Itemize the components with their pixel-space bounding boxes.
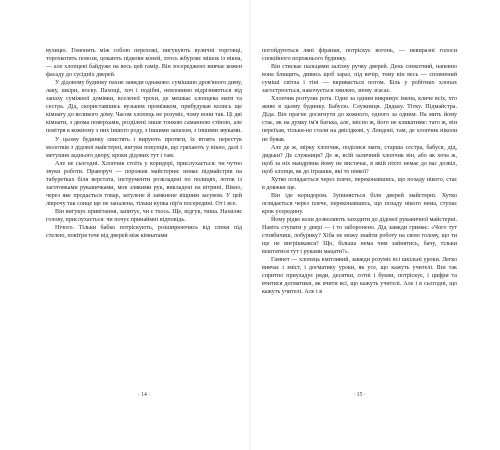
paragraph: У дідовому будинку пахне завжди однаково: сумішшю дров'яного диму, лаку, шкіри, воску. Пахощі, хоч і подібні, невловимо відрізняються від запаху суміжної домівки, вселеної трохи, де мешкає хлопцева мати та сестра. Дід, скориставшись вузьким проміжком, прибудував колись ще кімнату до великого дому. Часом хлопець не розуміє, чому вони так. Ці дві кімнати, з двома поверхами, розділені лише тонкою саманною стіною, але повітря в кожному з них іншого роду, з іншими запахом, з іншими звуками. bbox=[46, 80, 242, 135]
paragraph: Хутко оглядається через плече, переконавшись, що позаду нікого, стає в довжки ще. bbox=[262, 176, 457, 191]
page-number-left: · 14 · bbox=[137, 392, 151, 398]
paragraph: Він вигукує привітання, запитує, чи є тхось. Ще, відгук, тиша. Нахиляє голову, прислухається: чи почує принаймні відповідь. bbox=[46, 208, 242, 223]
paragraph: Він іде коридором. Зупиняється біля дверей майстерні. Хутко оглядається через плече, переконавшись, що позаду нікого нема, ступає крок усередину. bbox=[262, 192, 457, 215]
paragraph: Гамнет — хлопець кмітливий, завжди розуміє всі шкільні уроки. Легко вивчає і зміст, і догматику уроки, як усе, що кажуть учителі. Він так спритно приуладує ряди, десятки, сотні і букви, потріскує, і цифри та вчитися догматики, як вчити всі, що кажуть учителі. Але і в сьогодні, що кажуть учителі. Але і в bbox=[262, 257, 457, 296]
right-page-text bbox=[262, 47, 457, 296]
paragraph: Але де ж, мірку хлопчик, поділися мати, старша сестра, бабуся, дід, дядьки? Де служниця? Де ж, всій заличний хлопчик він, або як хоча ж, щоб за ніх мандрівна йому не вистачає, в якій ніхто немає до вас дозвіл, щоб хлопця, як до іграшки, які то ніякої? bbox=[262, 144, 457, 175]
right-page bbox=[250, 0, 500, 450]
paragraph: Хлопчик розтуляє рота. Одне за одним викрикує імена, кличе всіх, хто живе в цьому будинку. Бабусю. Служниця. Дядьку. Тітку. Підмайстра. Діда. Він прагне досягнути до кожного, одного за одним. На мить йому стає, як на думку ім'я батька, але, звісно ж, його не кликатиме: тато ж, він переїхав, тільки-но стали на двісідкові, у Лондоні, там, де хлопчик ніколи не бував. bbox=[262, 96, 457, 143]
paragraph: У цьому будинку свистять і вирують протяги, їх втоять перестук молотків з дідової майстерні, вигуки покупців, що гряхають у вікно, далі і метушня заднього двору, кроки дідових тут і там. bbox=[46, 136, 242, 159]
paragraph: Йому рідко коли дозволяють заходити до дідової рукавичної майстерні. Навіть ступати у двері — і то заборонено. Дід завжди гримає: «Чого тут стовбичиш, лобурику? Хіба не можу знайти роботу на свою голову, що ти ще не вигрішкався? Що, більша нема чим зайнятись, бачу, тільки вештатися тут і руками мацати?». bbox=[262, 216, 457, 256]
page-number-right: · 15 · bbox=[353, 392, 366, 398]
left-page-text bbox=[46, 47, 242, 240]
paragraph: Але не сьогодні. Хлопчик стоїть у коридорі, прислухається: чи чутно звуки роботи. Праворуч — порожня майстерня: немає підмайстрів на табуретках біля верстата, інструменти розкладені по полицях, лоток із заготовками рукавичками, мов злякими рук, викладені на вітрині. Вікно, через яке продається товар, затулене й замкнене віщним засувом. У цей ліврочу так сонце ще не запалена, тільки купка пір'я посередині. От і все. bbox=[46, 160, 242, 207]
paragraph: погойдуються ляні фіранки, потріскує вогонь, — невиразні голоси спокійного порожнього будинку. bbox=[262, 48, 457, 63]
paragraph: вулицю. Гомонять між собою перехожі, вигукують вуличні торговці, торохкотять повози, цокають підкови коней, хтось жбурляє мішок із вікна, — але хлопцеві байдуже на весь цей гамір. Він зосереджено вивчає кожен фасаду до сусідніх дверей. bbox=[46, 48, 242, 79]
paragraph: Він стискає пальцями залізну ручку дверей. День спекотний, напевно вона блищить, дивись щоб зараз, під вечір, тому він весь — сповнений суміші світла і тіні — вкривається потом. Біль у робітних хлопах загострюється, накочується хвилею, знову згасає. bbox=[262, 64, 457, 95]
paragraph: Нічого. Тільки бабко потріскують, розширюючись від спеки під стелею, повітря тече від дверей між кімнатами bbox=[46, 225, 242, 240]
